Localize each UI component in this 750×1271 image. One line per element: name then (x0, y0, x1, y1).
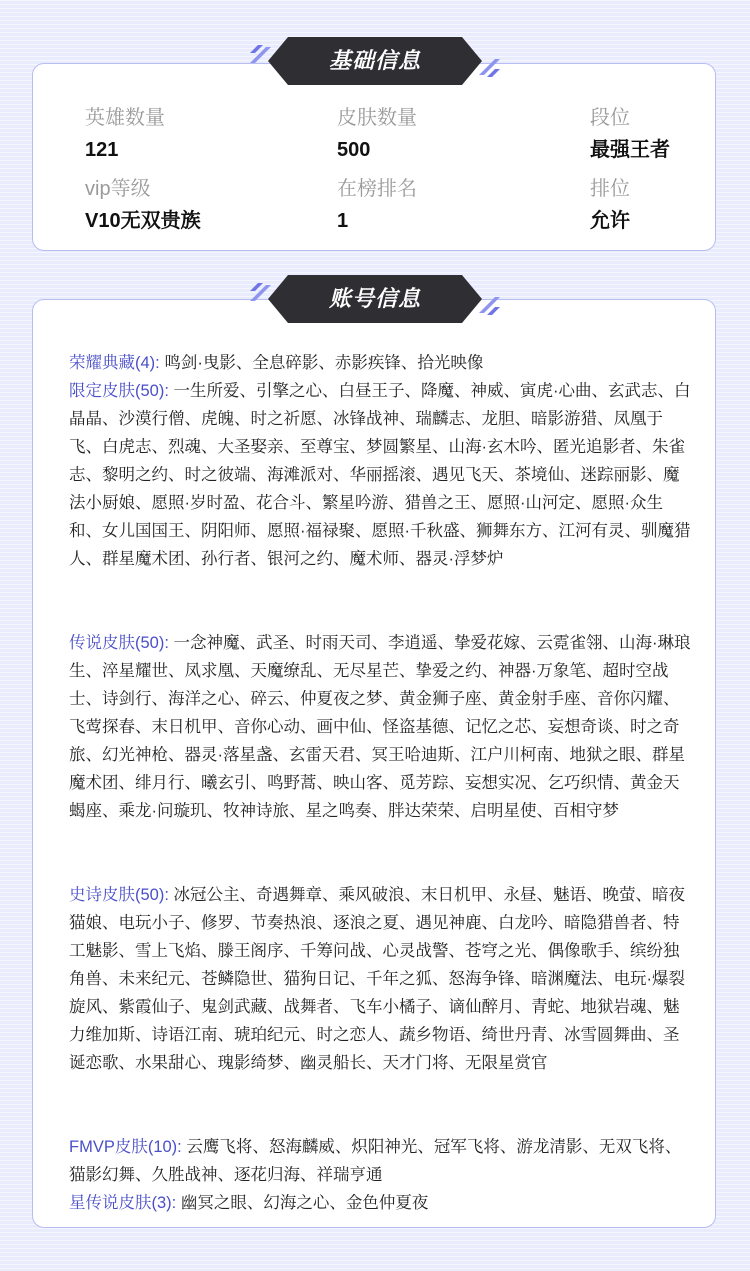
skin-section-legend (69, 629, 695, 825)
banner-title: 基础信息 (328, 48, 421, 73)
section-text: 一念神魔、武圣、时雨天司、李逍遥、挚爱花嫁、云霓雀翎、山海·琳琅生、淬星耀世、凤求凰、天魔缭乱、无尽星芒、挚爱之约、神器·万象笔、超时空战士、诗剑行、海洋之心、碎云、仲夏夜之梦、黄金狮子座、黄金射手座、音你闪耀、飞莺探春、末日机甲、音你心动、画中仙、怪盗基德、记忆之芯、妄想奇谈、时之奇旅、幻光神枪、器灵·落星盏、玄雷天君、冥王哈迪斯、江户川柯南、地狱之眼、群星魔术团、绯月行、曦玄引、鸣野蒿、映山客、觅芳踪、妄想实况、乞巧织情、黄金天蝎座、乘龙·问璇玑、牧神诗旅、星之鸣奏、胖达荣荣、启明星使、百相守梦 (69, 634, 691, 820)
section-label: FMVP皮肤(10): (69, 1138, 182, 1156)
stat-label: 皮肤数量 (337, 107, 417, 129)
section-label: 限定皮肤(50): (69, 382, 169, 400)
stat-value: 121 (85, 139, 119, 161)
stat-rank-tier (590, 106, 710, 162)
stat-label: 在榜排名 (337, 178, 417, 200)
stat-label: vip等级 (85, 178, 151, 200)
skin-section-star-legend (69, 1189, 695, 1217)
skin-section-fmvp (69, 1133, 695, 1189)
section-label: 荣耀典藏(4): (69, 354, 160, 372)
stat-vip-level (85, 177, 305, 233)
stat-label: 段位 (590, 107, 630, 129)
stat-value: 1 (337, 210, 349, 232)
stat-value: 最强王者 (590, 139, 670, 161)
section-text: 云鹰飞将、怒海麟威、炽阳神光、冠军飞将、游龙清影、无双飞将、猫影幻舞、久胜战神、逐花归海、祥瑞亨通 (69, 1138, 682, 1184)
section-text: 一生所爱、引擎之心、白昼王子、降魔、神威、寅虎·心曲、玄武志、白晶晶、沙漠行僧、虎魄、时之祈愿、冰锋战神、瑞麟志、龙胆、暗影游猎、凤凰于飞、白虎志、烈魂、大圣娶亲、至尊宝、梦圆繁星、山海·玄木吟、匿光追影者、朱雀志、黎明之约、时之彼端、海滩派对、华丽摇滚、遇见飞天、茶境仙、迷踪丽影、魔法小厨娘、愿照·岁时盈、花合斗、繁星吟游、猎兽之王、愿照·山河定、愿照·众生和、女儿国国王、阴阳师、愿照·福禄聚、愿照·千秋盛、狮舞东方、江河有灵、驯魔猎人、群星魔术团、孙行者、银河之约、魔术师、器灵·浮梦炉 (69, 382, 691, 568)
account-info-card (32, 299, 716, 1228)
skin-section-epic (69, 881, 695, 1077)
account-info-banner (248, 275, 502, 323)
stat-label: 排位 (590, 178, 630, 200)
stat-value: 500 (337, 139, 371, 161)
stat-hero-count (85, 106, 305, 162)
stat-leaderboard-rank (337, 177, 557, 233)
skin-section-limited (69, 377, 695, 573)
section-text: 鸣剑·曳影、全息碎影、赤影疾锋、拾光映像 (164, 354, 484, 372)
stat-value: V10无双贵族 (85, 210, 201, 232)
section-label: 传说皮肤(50): (69, 634, 169, 652)
basic-info-card (32, 63, 716, 251)
banner-title: 账号信息 (328, 286, 421, 311)
skin-section-glory-collection (69, 349, 695, 377)
section-label: 史诗皮肤(50): (69, 886, 169, 904)
stat-value: 允许 (590, 210, 630, 232)
basic-info-banner (248, 37, 502, 85)
stat-ranked-allowed (590, 177, 710, 233)
stat-skin-count (337, 106, 557, 162)
section-text: 幽冥之眼、幻海之心、金色仲夏夜 (180, 1194, 429, 1212)
section-label: 星传说皮肤(3): (69, 1194, 177, 1212)
stat-label: 英雄数量 (85, 107, 165, 129)
section-text: 冰冠公主、奇遇舞章、乘风破浪、末日机甲、永昼、魅语、晚萤、暗夜猫娘、电玩小子、修罗、节奏热浪、逐浪之夏、遇见神鹿、白龙吟、暗隐猎兽者、特工魅影、雪上飞焰、滕王阁序、千筹问战、心灵战警、苍穹之光、偶像歌手、缤纷独角兽、未来纪元、苍鳞隐世、猫狗日记、千年之狐、怒海争锋、暗渊魔法、电玩·爆裂旋风、紫霞仙子、鬼剑武藏、战舞者、飞车小橘子、谪仙醉月、青蛇、地狱岩魂、魅力维加斯、诗语江南、琥珀纪元、时之恋人、蔬乡物语、绮世丹青、冰雪圆舞曲、圣诞恋歌、水果甜心、瑰影绮梦、幽灵船长、天才门将、无限星赏官 (69, 886, 686, 1072)
